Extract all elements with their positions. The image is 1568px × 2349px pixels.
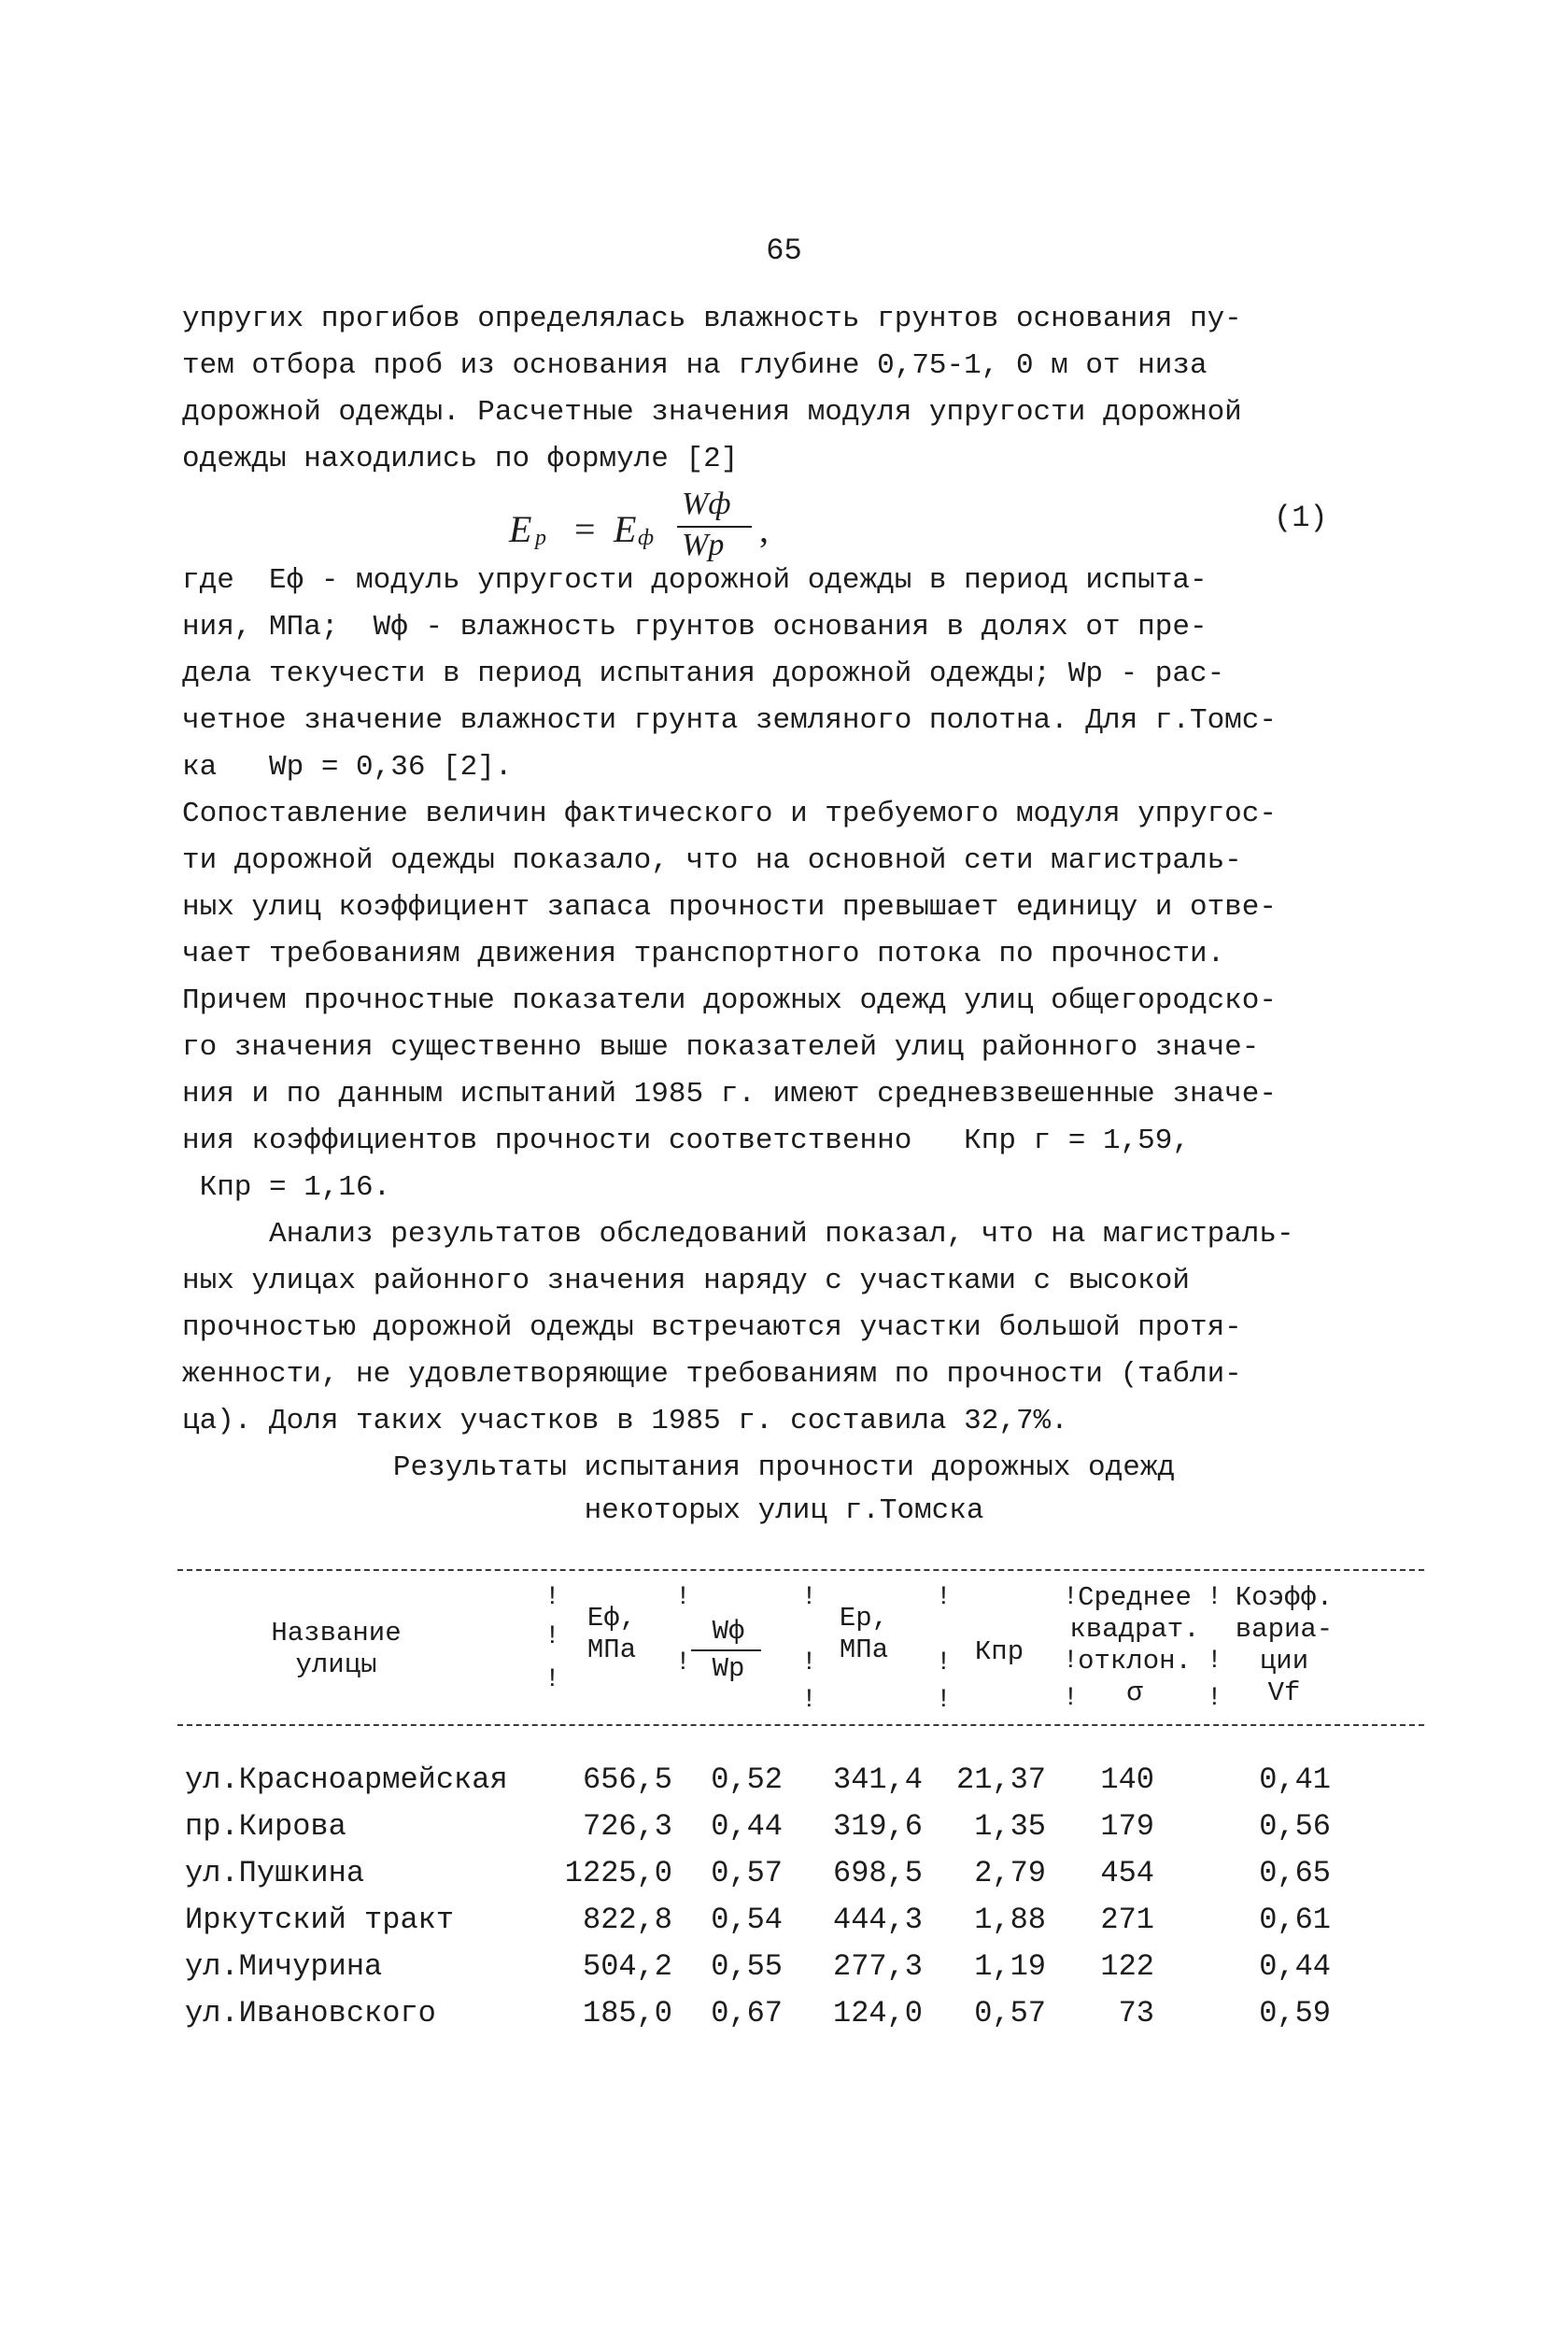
- formula-rhs-sub: ф: [638, 526, 655, 550]
- cell-sigma: 179: [1100, 1809, 1154, 1844]
- cell-sigma: 271: [1100, 1903, 1154, 1937]
- text-line: Кпр = 1,16.: [182, 1171, 391, 1204]
- cell-ef: 656,5: [582, 1762, 672, 1797]
- text-line: ка Wр = 0,36 [2].: [182, 751, 513, 784]
- cell-vf: 0,44: [1259, 1949, 1331, 1984]
- text-line: Анализ результатов обследований показал, что на магистраль-: [182, 1218, 1294, 1251]
- formula-numerator: Wф: [682, 487, 731, 521]
- formula-lhs: E: [509, 508, 532, 550]
- cell-vf: 0,59: [1259, 1996, 1331, 2031]
- cell-kpr: 2,79: [974, 1856, 1046, 1890]
- header-street: Название улицы: [271, 1618, 402, 1680]
- text-line: ца). Доля таких участков в 1985 г. составила 32,7%.: [182, 1405, 1068, 1437]
- text-line: ных улиц коэффициент запаса прочности превышает единицу и отве-: [182, 891, 1277, 924]
- cell-street: ул.Красноармейская: [185, 1762, 508, 1797]
- text-line: женности, не удовлетворяющие требованиям по прочности (табли-: [182, 1358, 1242, 1391]
- equation-number: (1): [1274, 501, 1328, 535]
- page-number: 65: [766, 233, 802, 268]
- text-line: ния коэффициентов прочности соответственно Кпр г = 1,59,: [182, 1125, 1190, 1157]
- table-row: [0, 1851, 1568, 1896]
- header-ef: Eф, МПа: [586, 1603, 637, 1665]
- formula-equals: =: [574, 508, 596, 550]
- cell-ep: 319,6: [832, 1809, 923, 1844]
- table-row: [0, 1898, 1568, 1943]
- text-line: одежды находились по формуле [2]: [182, 443, 739, 475]
- cell-kpr: 0,57: [974, 1996, 1046, 2031]
- text-line: ных улицах районного значения наряду с участками с высокой: [182, 1265, 1190, 1297]
- text-line: прочностью дорожной одежды встречаются участки большой протя-: [182, 1311, 1242, 1344]
- cell-ratio: 0,44: [711, 1809, 783, 1844]
- cell-ef: 185,0: [582, 1996, 672, 2031]
- cell-kpr: 1,35: [974, 1809, 1046, 1844]
- cell-vf: 0,56: [1259, 1809, 1331, 1844]
- document-page: 65 упругих прогибов определялась влажность грунтов основания пу- тем отбора проб из основания на глубине 0,75-1, 0 м от низа дорожной одежды. Расчетные значения модуля упругости дорожной одежды находились по формуле [2] E р = E ф Wф Wр , (1) где Eф - модуль упругости дорожной одежды в период испыта- ния, МПа; Wф - влажность грунтов основания в долях от пре- дела текучести в период испытания дорожной одежды; Wр - рас- четное значение влажности грунта земляного полотна. Для г.Томс- ка Wр = 0,36 [2]. Сопоставление величин фактического и требуемого модуля упругос- ти дорожной одежды показало, что на основной сети магистраль- ных улиц коэффициент запаса прочности превышает единицу и отве- чает требованиям движения транспортного потока по прочности. Причем прочностные показатели дорожных одежд улиц общегородско- го значения существенно выше показателей улиц районного значе- ния и по данным испытаний 1985 г. имеют средневзвешенные значе- ния коэффициентов прочности соответственно Кпр г = 1,59, Кпр = 1,16. Анализ результатов обследований показал, что на магистраль- ных улицах районного значения наряду с участками с высокой прочностью дорожной одежды встречаются участки большой протя- женности, не удовлетворяющие требованиям по прочности (табли- ца). Доля таких участков в 1985 г. составила 32,7%. Результаты испытания прочности дорожных одежд некоторых улиц г.Томска Название улицы Eф, МПа Wф Wр Eр, МПа Кпр Среднее квадрат. отклон. σ Коэфф. вариа- ции Vf ! ! ! ! ! ! ! ! ! ! ! ! ! ! ! ! ! ул.Красноармейская 656,5 0,52 341,4 21,37 140 0,41 пр.Кирова 726,3 0,44 319,6 1,35 179 0,56 ул.Пушкина 1225,0 0,57 698,5 2,79 454 0,65 Иркутский тракт 822,8 0,54 444,3 1,88 271 0,61 ул.Мичурина 504,2 0,55 277,3 1,19 122 0,44 ул.Ивановского 185,0 0,67 124,0 0,57 73 0,59: [0, 0, 1568, 2349]
- cell-vf: 0,41: [1259, 1762, 1331, 1797]
- text-line: чает требованиям движения транспортного потока по прочности.: [182, 938, 1225, 970]
- cell-ef: 822,8: [582, 1903, 672, 1937]
- formula-rhs: E: [614, 508, 637, 550]
- cell-ratio: 0,57: [711, 1856, 783, 1890]
- cell-kpr: 1,19: [974, 1949, 1046, 1984]
- text-line: тем отбора проб из основания на глубине 0,75-1, 0 м от низа: [182, 349, 1208, 382]
- header-vf: Коэфф. вариа- ции Vf: [1235, 1582, 1334, 1708]
- cell-vf: 0,65: [1259, 1856, 1331, 1890]
- cell-kpr: 21,37: [955, 1762, 1046, 1797]
- header-sigma: Среднее квадрат. отклон. σ: [1069, 1582, 1200, 1708]
- cell-street: пр.Кирова: [185, 1809, 346, 1844]
- cell-street: ул.Мичурина: [185, 1949, 383, 1984]
- table-header-rule: [177, 1724, 1424, 1726]
- table-row: [0, 1804, 1568, 1849]
- text-line: ти дорожной одежды показало, что на основной сети магистраль-: [182, 844, 1242, 877]
- cell-street: Иркутский тракт: [185, 1903, 455, 1937]
- formula-comma: ,: [759, 508, 769, 550]
- cell-vf: 0,61: [1259, 1903, 1331, 1937]
- table-row: [0, 1991, 1568, 2036]
- text-line: го значения существенно выше показателей улиц районного значе-: [182, 1031, 1260, 1064]
- header-ratio-den: Wр: [712, 1653, 745, 1684]
- header-ep: Eр, МПа: [839, 1603, 889, 1665]
- header-ratio-num: Wф: [712, 1616, 745, 1647]
- header-kpr: Кпр: [974, 1636, 1024, 1667]
- cell-ratio: 0,54: [711, 1903, 783, 1937]
- cell-ef: 726,3: [582, 1809, 672, 1844]
- text-line: ния и по данным испытаний 1985 г. имеют средневзвешенные значе-: [182, 1078, 1277, 1111]
- formula-denominator: Wр: [682, 528, 725, 562]
- cell-ratio: 0,52: [711, 1762, 783, 1797]
- table-caption: некоторых улиц г.Томска: [584, 1494, 984, 1527]
- cell-ratio: 0,67: [711, 1996, 783, 2031]
- cell-street: ул.Ивановского: [185, 1996, 436, 2031]
- text-line: где Eф - модуль упругости дорожной одежды в период испыта-: [182, 564, 1208, 597]
- text-line: четное значение влажности грунта земляного полотна. Для г.Томс-: [182, 704, 1277, 737]
- cell-ratio: 0,55: [711, 1949, 783, 1984]
- cell-kpr: 1,88: [974, 1903, 1046, 1937]
- cell-ep: 698,5: [832, 1856, 923, 1890]
- cell-sigma: 122: [1100, 1949, 1154, 1984]
- cell-sigma: 454: [1100, 1856, 1154, 1890]
- cell-sigma: 73: [1118, 1996, 1154, 2031]
- cell-ep: 124,0: [832, 1996, 923, 2031]
- table-top-rule: [177, 1569, 1424, 1571]
- table-row: [0, 1945, 1568, 1989]
- table-caption: Результаты испытания прочности дорожных одежд: [392, 1451, 1176, 1484]
- cell-sigma: 140: [1100, 1762, 1154, 1797]
- cell-ep: 341,4: [832, 1762, 923, 1797]
- text-line: дела текучести в период испытания дорожной одежды; Wр - рас-: [182, 658, 1225, 690]
- cell-ef: 504,2: [582, 1949, 672, 1984]
- text-line: ния, МПа; Wф - влажность грунтов основания в долях от пре-: [182, 611, 1208, 644]
- table-row: [0, 1758, 1568, 1803]
- cell-ef: 1225,0: [564, 1856, 672, 1890]
- text-line: дорожной одежды. Расчетные значения модуля упругости дорожной: [182, 396, 1242, 429]
- text-line: Причем прочностные показатели дорожных одежд улиц общегородско-: [182, 984, 1277, 1017]
- header-ratio-bar: [691, 1649, 761, 1651]
- cell-street: ул.Пушкина: [185, 1856, 365, 1890]
- text-line: упругих прогибов определялась влажность грунтов основания пу-: [182, 303, 1242, 335]
- text-line: Сопоставление величин фактического и требуемого модуля упругос-: [182, 798, 1277, 830]
- formula-lhs-sub: р: [535, 526, 546, 550]
- cell-ep: 277,3: [832, 1949, 923, 1984]
- cell-ep: 444,3: [832, 1903, 923, 1937]
